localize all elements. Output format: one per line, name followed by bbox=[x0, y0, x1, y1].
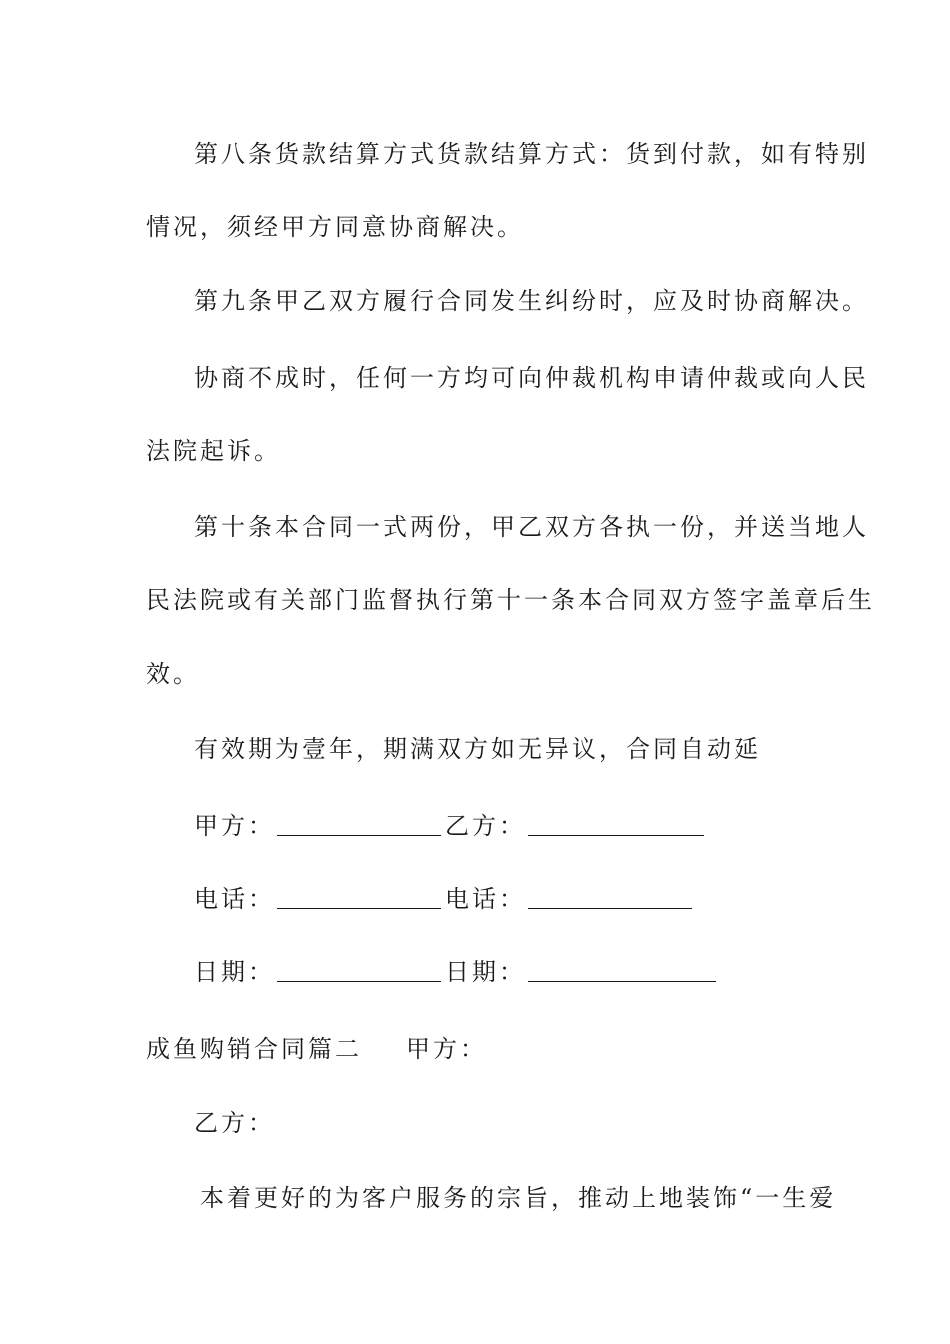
section-two-title: 成鱼购销合同篇二 bbox=[146, 1035, 362, 1063]
party-signature-row bbox=[194, 811, 708, 841]
validity-line: 有效期为壹年，期满双方如无异议，合同自动延 bbox=[194, 735, 761, 763]
date-row bbox=[194, 957, 720, 987]
party-a-blank bbox=[277, 815, 441, 836]
clause-8-line-1: 第八条货款结算方式货款结算方式：货到付款，如有特别 bbox=[194, 140, 869, 168]
party-b-label: 乙方： bbox=[445, 812, 526, 840]
clause-10-line-3: 效。 bbox=[146, 660, 200, 688]
arbitration-line-2: 法院起诉。 bbox=[146, 437, 281, 465]
phone-a-blank bbox=[277, 888, 441, 909]
section-two-heading-row bbox=[146, 1034, 487, 1064]
date-b-blank bbox=[528, 961, 716, 982]
phone-b-label: 电话： bbox=[445, 885, 526, 913]
section-two-party-a-label: 甲方： bbox=[406, 1035, 487, 1063]
section-two-party-b-label: 乙方： bbox=[194, 1109, 275, 1137]
party-b-blank bbox=[528, 815, 704, 836]
party-a-label: 甲方： bbox=[194, 812, 275, 840]
clause-9-line-1: 第九条甲乙双方履行合同发生纠纷时，应及时协商解决。 bbox=[194, 287, 869, 315]
clause-10-line-1: 第十条本合同一式两份，甲乙双方各执一份，并送当地人 bbox=[194, 513, 869, 541]
clause-10-line-2: 民法院或有关部门监督执行第十一条本合同双方签字盖章后生 bbox=[146, 586, 875, 614]
date-b-label: 日期： bbox=[445, 958, 526, 986]
date-a-label: 日期： bbox=[194, 958, 275, 986]
phone-row bbox=[194, 884, 696, 914]
arbitration-line-1: 协商不成时，任何一方均可向仲裁机构申请仲裁或向人民 bbox=[194, 364, 869, 392]
date-a-blank bbox=[277, 961, 441, 982]
clause-8-line-2: 情况，须经甲方同意协商解决。 bbox=[146, 213, 524, 241]
phone-a-label: 电话： bbox=[194, 885, 275, 913]
section-two-intro-line-1: 本着更好的为客户服务的宗旨，推动上地装饰“一生爱 bbox=[200, 1184, 837, 1212]
phone-b-blank bbox=[528, 888, 692, 909]
